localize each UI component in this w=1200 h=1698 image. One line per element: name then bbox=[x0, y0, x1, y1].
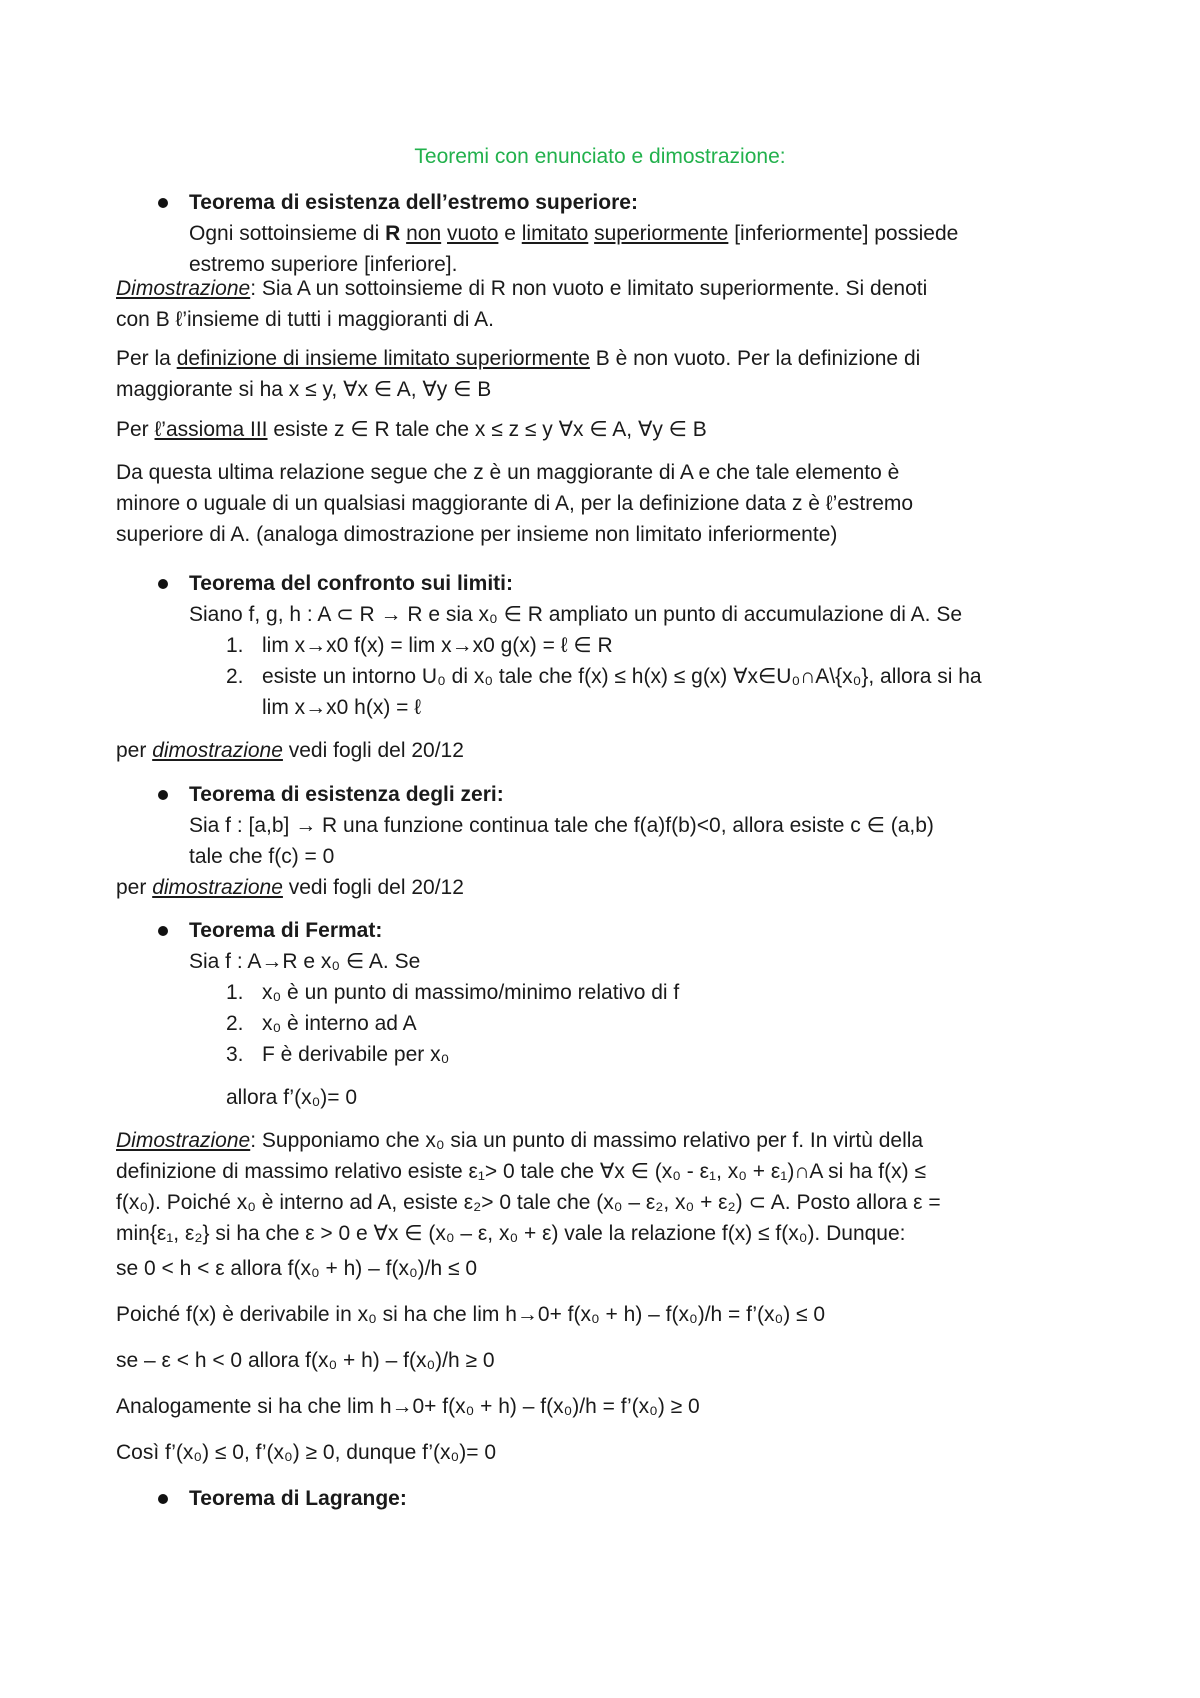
proof-paragraph: Dimostrazione: Supponiamo che x₀ sia un punto di massimo relativo per f. In virtù della definizione di massimo relativo esiste ε₁> 0 tale che ∀x ∈ (x₀ - ε₁, x₀ + ε₁)∩A si ha f(x) ≤ f(x₀). Poiché x₀ è interno ad A, esiste ε₂> 0 tale che (x₀ – ε₂, x₀ + ε₂) ⊂ A. Posto allora ε = min{ε₁, ε₂} si ha che ε > 0 e ∀x ∈ (x₀ – ε, x₀ + ε) vale la relazione f(x) ≤ f(x₀). Dunque: bbox=[116, 1129, 941, 1245]
paragraph: Per ℓ’assioma III esiste z ∈ R tale che x ≤ z ≤ y ∀x ∈ A, ∀y ∈ B bbox=[116, 418, 707, 441]
paragraph: Da questa ultima relazione segue che z è un maggiorante di A e che tale elemento è minore o uguale di un qualsiasi maggiorante di A, per la definizione data z è ℓ’estremo superiore di A. (analoga dimostrazione per insieme non limitato inferiormente) bbox=[116, 461, 914, 546]
theorem-heading: Teorema di Fermat: bbox=[189, 919, 383, 942]
paragraph: per dimostrazione vedi fogli del 20/12 bbox=[116, 876, 464, 899]
bullet-icon bbox=[158, 198, 168, 208]
bullet-icon bbox=[158, 790, 168, 800]
paragraph: Così f’(x₀) ≤ 0, f’(x₀) ≥ 0, dunque f’(x₀)= 0 bbox=[116, 1441, 497, 1464]
theorem-heading: Teorema del confronto sui limiti: bbox=[189, 572, 513, 595]
theorem-zeros: Teorema di esistenza degli zeri: Sia f : [a,b] → R una funzione continua tale che f(a)f(b)<0, allora esiste c ∈ (a,b) tale che f(c) = 0 bbox=[189, 779, 1109, 872]
list-item: 2. esiste un intorno U₀ di x₀ tale che f(x) ≤ h(x) ≤ g(x) ∀x∈U₀∩A\{x₀}, allora si ha bbox=[226, 665, 982, 688]
proof-label: Dimostrazione bbox=[116, 277, 251, 300]
paragraph: Per la definizione di insieme limitato superiormente B è non vuoto. Per la definizione di maggiorante si ha x ≤ y, ∀x ∈ A, ∀y ∈ B bbox=[116, 347, 921, 401]
paragraph: se – ε < h < 0 allora f(x₀ + h) – f(x₀)/h ≥ 0 bbox=[116, 1349, 495, 1372]
proof-reference: dimostrazione bbox=[152, 876, 283, 899]
paragraph: per dimostrazione vedi fogli del 20/12 bbox=[116, 739, 464, 762]
theorem-lagrange bbox=[189, 1483, 1109, 1514]
underlined-term: superiormente bbox=[594, 222, 729, 245]
bullet-icon bbox=[158, 926, 168, 936]
list-item-continuation: lim x→x0 h(x) = ℓ bbox=[262, 696, 422, 719]
underlined-term: ℓ’assioma III bbox=[154, 418, 268, 441]
bullet-icon bbox=[158, 579, 168, 589]
statement-text: [inferiormente] possiede bbox=[728, 222, 959, 245]
paragraph: Poiché f(x) è derivabile in x₀ si ha che lim h→0+ f(x₀ + h) – f(x₀)/h = f’(x₀) ≤ 0 bbox=[116, 1303, 826, 1326]
proof-paragraph: Dimostrazione: Sia A un sottoinsieme di R non vuoto e limitato superiormente. Si denoti con B ℓ’insieme di tutti i maggioranti di A. bbox=[116, 277, 928, 331]
list-item: 2. x₀ è interno ad A bbox=[226, 1012, 417, 1035]
theorem-supremum: Teorema di esistenza dell’estremo superiore: Ogni sottoinsieme di R non vuoto e limitato superiormente [inferiormente] possiede estremo superiore [inferiore]. bbox=[189, 187, 1109, 280]
proof-label: Dimostrazione bbox=[116, 1129, 251, 1152]
underlined-term: vuoto bbox=[447, 222, 499, 245]
set-R: R bbox=[385, 222, 401, 245]
paragraph: Analogamente si ha che lim h→0+ f(x₀ + h) – f(x₀)/h = f’(x₀) ≥ 0 bbox=[116, 1395, 700, 1418]
conclusion: allora f’(x₀)= 0 bbox=[226, 1086, 358, 1109]
list-item: 1. lim x→x0 f(x) = lim x→x0 g(x) = ℓ ∈ R bbox=[226, 634, 613, 657]
underlined-term: definizione di insieme limitato superiormente bbox=[176, 347, 590, 370]
paragraph: se 0 < h < ε allora f(x₀ + h) – f(x₀)/h ≤ 0 bbox=[116, 1257, 478, 1280]
theorem-heading: Teorema di esistenza degli zeri: bbox=[189, 783, 504, 806]
statement-text: Ogni sottoinsieme di bbox=[189, 222, 386, 245]
proof-reference: dimostrazione bbox=[152, 739, 283, 762]
list-item: 1. x₀ è un punto di massimo/minimo relativo di f bbox=[226, 981, 680, 1004]
theorem-heading: Teorema di esistenza dell’estremo superiore: bbox=[189, 191, 638, 214]
underlined-term: limitato bbox=[521, 222, 589, 245]
underlined-term: non bbox=[406, 222, 442, 245]
page-title: Teoremi con enunciato e dimostrazione: bbox=[414, 145, 786, 168]
statement-text: estremo superiore [inferiore]. bbox=[189, 253, 458, 276]
bullet-icon bbox=[158, 1494, 168, 1504]
theorem-fermat: Teorema di Fermat: Sia f : A→R e x₀ ∈ A. Se bbox=[189, 915, 1109, 977]
list-item: 3. F è derivabile per x₀ bbox=[226, 1043, 450, 1066]
theorem-heading: Teorema di Lagrange: bbox=[189, 1487, 407, 1510]
theorem-comparison bbox=[189, 568, 1109, 630]
statement-text: Siano f, g, h : A ⊂ R → R e sia x₀ ∈ R ampliato un punto di accumulazione di A. Se bbox=[189, 603, 963, 626]
